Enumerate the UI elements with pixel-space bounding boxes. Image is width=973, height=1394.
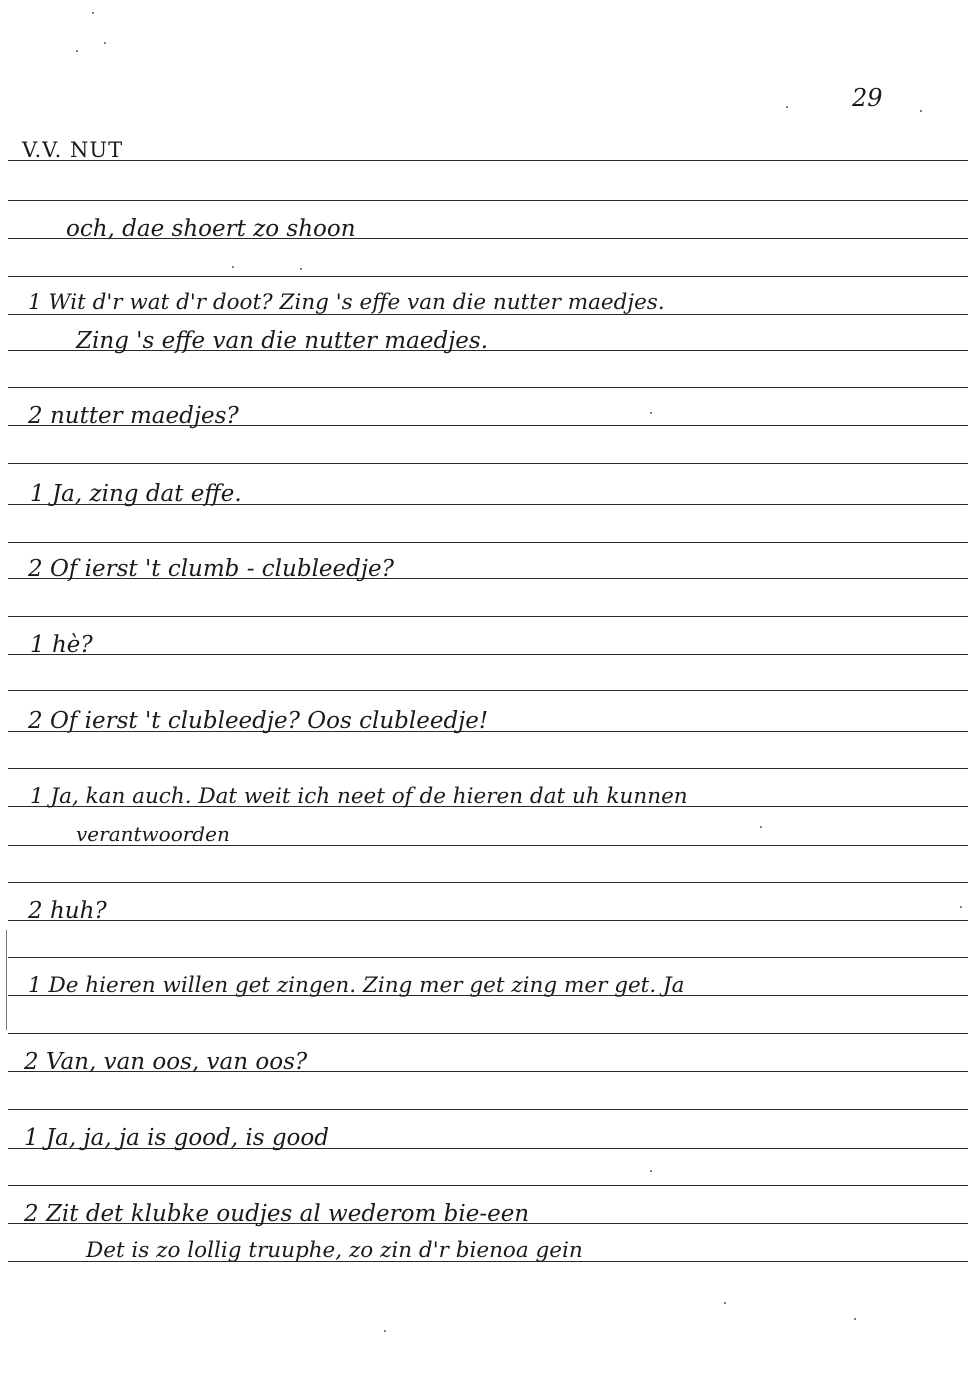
- ruled-line: [8, 276, 968, 277]
- transcript-line: 2 Of ierst 't clubleedje? Oos clubleedje!: [28, 708, 489, 734]
- transcript-line: Det is zo lollig truuphe, zo zin d'r bienoa gein: [86, 1238, 583, 1263]
- transcript-line: 2 Van, van oos, van oos?: [24, 1049, 308, 1075]
- scan-speck: [384, 1330, 386, 1332]
- ruled-line: [8, 690, 968, 691]
- ruled-line: [8, 387, 968, 388]
- scan-speck: [786, 106, 788, 108]
- page-heading: V.V. NUT: [22, 138, 124, 162]
- scan-speck: [104, 42, 106, 44]
- transcript-line: 1 Ja, zing dat effe.: [30, 481, 242, 507]
- page-number: 29: [852, 84, 883, 112]
- transcript-line: 1 De hieren willen get zingen. Zing mer get zing mer get. Ja: [28, 973, 685, 998]
- ruled-line: [8, 920, 968, 921]
- transcript-line: verantwoorden: [76, 822, 230, 846]
- ruled-line: [8, 1033, 968, 1034]
- ruled-line: [8, 1109, 968, 1110]
- ruled-line: [8, 957, 968, 958]
- margin-mark: [6, 930, 7, 1030]
- scan-speck: [650, 412, 652, 414]
- scan-speck: [76, 50, 78, 52]
- ruled-line: [8, 768, 968, 769]
- scan-speck: [760, 826, 762, 828]
- transcript-line: 2 huh?: [28, 898, 107, 924]
- transcript-line: 1 hè?: [30, 632, 93, 658]
- ruled-line: [8, 1185, 968, 1186]
- scan-speck: [854, 1318, 856, 1320]
- ruled-line: [8, 200, 968, 201]
- transcript-line: Zing 's effe van die nutter maedjes.: [76, 328, 489, 354]
- transcript-line: 1 Ja, kan auch. Dat weit ich neet of de hieren dat uh kunnen: [30, 784, 688, 809]
- ruled-line: [8, 542, 968, 543]
- scan-speck: [920, 110, 922, 112]
- ruled-line: [8, 654, 968, 655]
- transcript-line: 1 Ja, ja, ja is good, is good: [24, 1125, 329, 1151]
- ruled-line: [8, 882, 968, 883]
- transcript-line: 2 Of ierst 't clumb - clubleedje?: [28, 556, 394, 582]
- transcript-line: 2 Zit det klubke oudjes al wederom bie-een: [24, 1201, 530, 1227]
- ruled-line: [8, 616, 968, 617]
- ruled-line: [8, 160, 968, 161]
- song-title: och, dae shoert zo shoon: [66, 216, 356, 242]
- scan-speck: [650, 1170, 652, 1172]
- scan-speck: [960, 906, 962, 908]
- scan-speck: [724, 1302, 726, 1304]
- scan-speck: [232, 266, 234, 268]
- transcript-line: 1 Wit d'r wat d'r doot? Zing 's effe van die nutter maedjes.: [28, 290, 665, 315]
- ruled-line: [8, 463, 968, 464]
- transcript-line: 2 nutter maedjes?: [28, 403, 239, 429]
- scan-speck: [92, 12, 94, 14]
- scan-speck: [300, 268, 302, 270]
